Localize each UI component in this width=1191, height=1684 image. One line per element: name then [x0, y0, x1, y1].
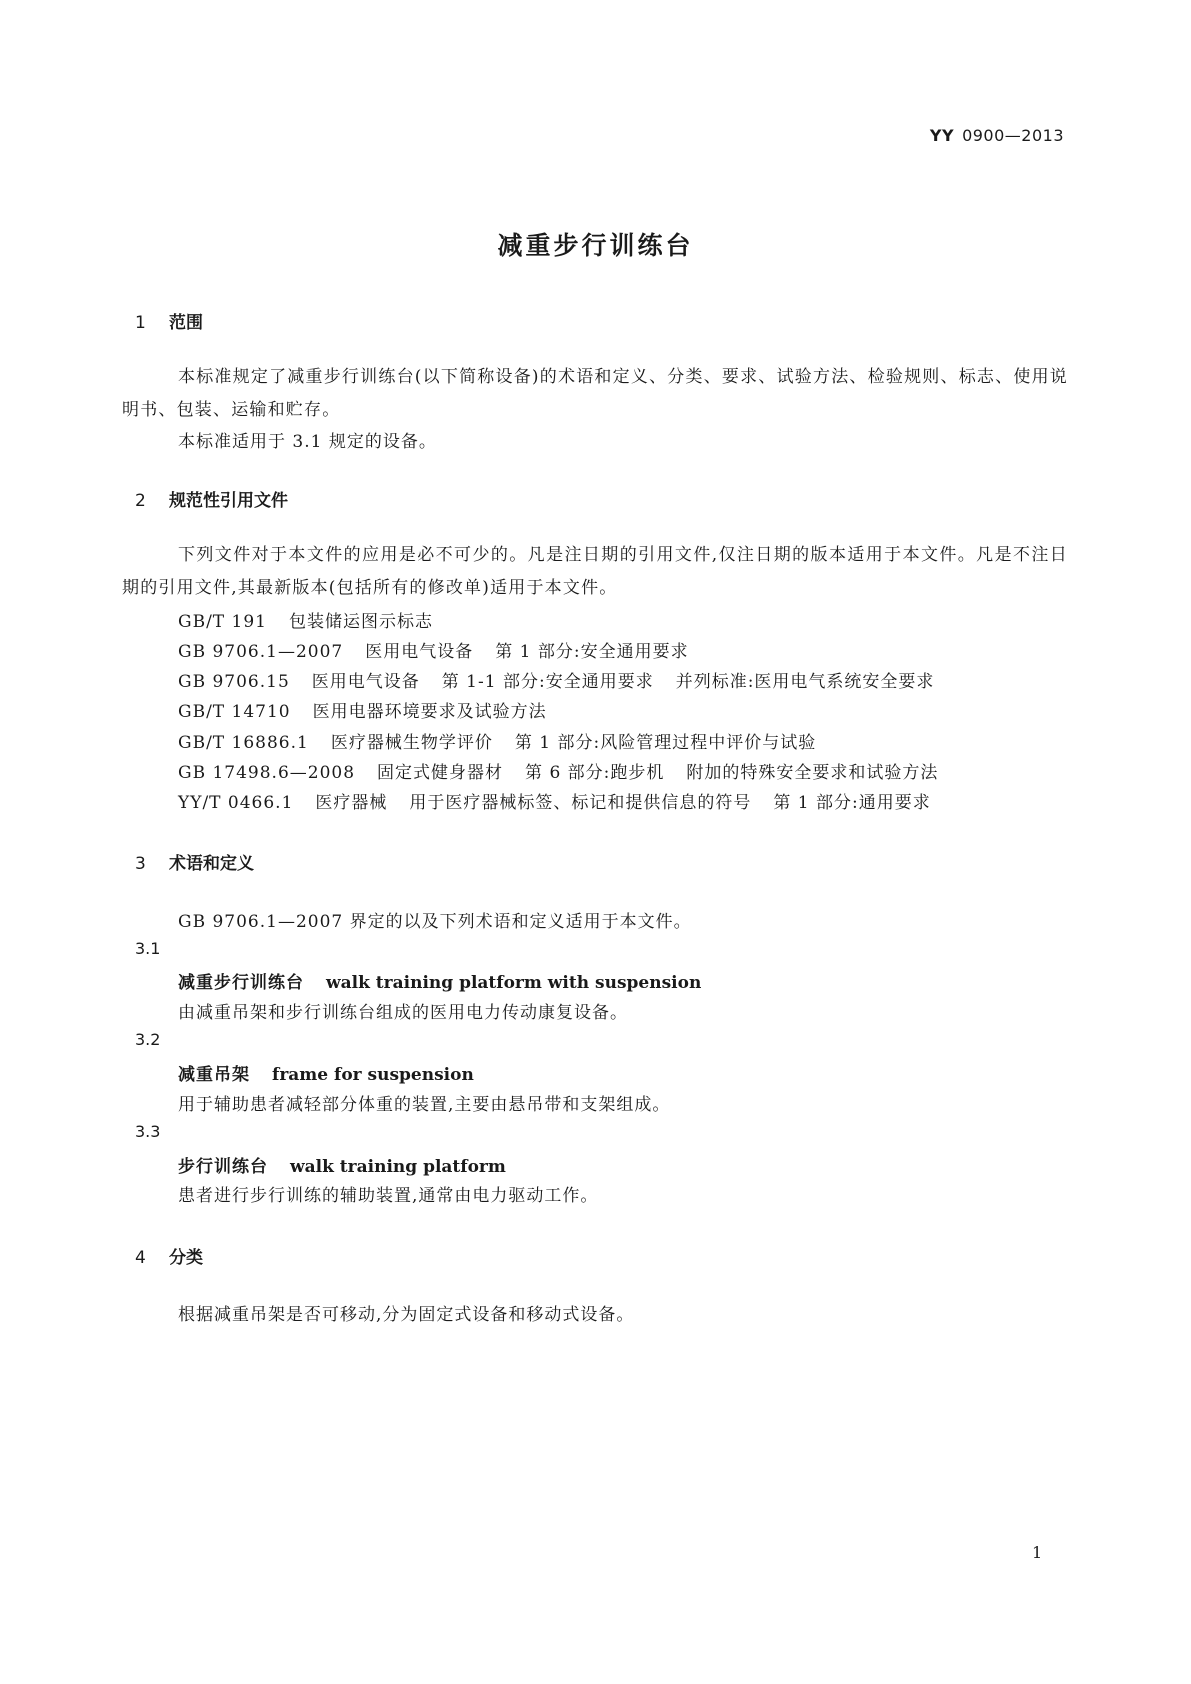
term-name — [178, 1152, 506, 1177]
reference-title: 第 1-1 部分:安全通用要求 — [441, 672, 654, 692]
section-4-heading — [135, 1243, 203, 1268]
term-number: 3.3 — [135, 1122, 161, 1141]
section-1-heading — [135, 308, 203, 333]
section-2-heading — [135, 486, 288, 511]
reference-title: 医疗器械 — [315, 793, 388, 813]
section-title: 分类 — [169, 1248, 203, 1268]
term-definition: 患者进行步行训练的辅助装置,通常由电力驱动工作。 — [178, 1186, 599, 1206]
reference-title: 第 1 部分:安全通用要求 — [495, 642, 689, 662]
reference-code: GB 9706.1—2007 — [178, 642, 344, 662]
term-definition: 用于辅助患者减轻部分体重的装置,主要由悬吊带和支架组成。 — [178, 1095, 671, 1115]
term-name-zh: 减重吊架 — [178, 1065, 250, 1085]
reference-title: 包装储运图示标志 — [289, 612, 433, 632]
terms-intro: GB 9706.1—2007 界定的以及下列术语和定义适用于本文件。 — [178, 912, 692, 932]
reference-title: 用于医疗器械标签、标记和提供信息的符号 — [409, 793, 752, 813]
page-number: 1 — [1032, 1543, 1043, 1562]
reference-title: 医用电气设备 — [311, 672, 420, 692]
reference-title: 第 1 部分:风险管理过程中评价与试验 — [514, 733, 817, 753]
reference-line — [178, 637, 689, 662]
term-name — [178, 1060, 474, 1085]
standard-code — [0, 126, 1064, 145]
reference-line — [178, 667, 934, 692]
term-definition: 由减重吊架和步行训练台组成的医用电力传动康复设备。 — [178, 1003, 628, 1023]
reference-code: GB 17498.6—2008 — [178, 763, 356, 783]
term-name-zh: 步行训练台 — [178, 1157, 268, 1177]
reference-title: 医用电器环境要求及试验方法 — [312, 702, 547, 722]
term-name-en: walk training platform — [290, 1157, 506, 1177]
term-name-en: frame for suspension — [272, 1065, 474, 1085]
normative-refs-paragraph: 下列文件对于本文件的应用是必不可少的。凡是注日期的引用文件,仅注日期的版本适用于本文件。凡是不注日期的引用文件,其最新版本(包括所有的修改单)适用于本文件。 — [122, 545, 1068, 598]
section-title: 规范性引用文件 — [169, 491, 288, 511]
term-name-en: walk training platform with suspension — [326, 973, 702, 993]
reference-title: 医用电气设备 — [365, 642, 474, 662]
term-number: 3.1 — [135, 939, 161, 958]
classification-paragraph: 根据减重吊架是否可移动,分为固定式设备和移动式设备。 — [178, 1305, 635, 1325]
reference-code: GB 9706.15 — [178, 672, 290, 692]
reference-title: 固定式健身器材 — [377, 763, 504, 783]
section-number: 1 — [135, 313, 146, 333]
section-number: 3 — [135, 854, 146, 874]
scope-applicability: 本标准适用于 3.1 规定的设备。 — [178, 432, 437, 452]
reference-code: GB/T 191 — [178, 612, 267, 632]
reference-title: 医疗器械生物学评价 — [330, 733, 493, 753]
reference-title: 附加的特殊安全要求和试验方法 — [686, 763, 939, 783]
term-name-zh: 减重步行训练台 — [178, 973, 304, 993]
scope-paragraph: 本标准规定了减重步行训练台(以下简称设备)的术语和定义、分类、要求、试验方法、检验规则、标志、使用说明书、包装、运输和贮存。 — [122, 367, 1068, 420]
reference-line — [178, 607, 433, 632]
section-title: 术语和定义 — [169, 854, 254, 874]
term-number: 3.2 — [135, 1030, 161, 1049]
term-name — [178, 968, 701, 993]
standard-code-prefix: YY — [929, 126, 955, 145]
document-title: 减重步行训练台 — [497, 231, 694, 260]
section-number: 4 — [135, 1248, 146, 1268]
reference-title: 第 1 部分:通用要求 — [773, 793, 931, 813]
reference-line — [178, 788, 931, 813]
section-3-heading — [135, 849, 254, 874]
standard-code-number: 0900—2013 — [962, 126, 1064, 145]
reference-line — [178, 758, 938, 783]
reference-title: 并列标准:医用电气系统安全要求 — [675, 672, 935, 692]
reference-line — [178, 697, 547, 722]
reference-code: GB/T 16886.1 — [178, 733, 309, 753]
section-number: 2 — [135, 491, 146, 511]
reference-code: YY/T 0466.1 — [178, 793, 294, 813]
reference-code: GB/T 14710 — [178, 702, 291, 722]
section-title: 范围 — [169, 313, 203, 333]
reference-line — [178, 728, 816, 753]
reference-title: 第 6 部分:跑步机 — [525, 763, 665, 783]
